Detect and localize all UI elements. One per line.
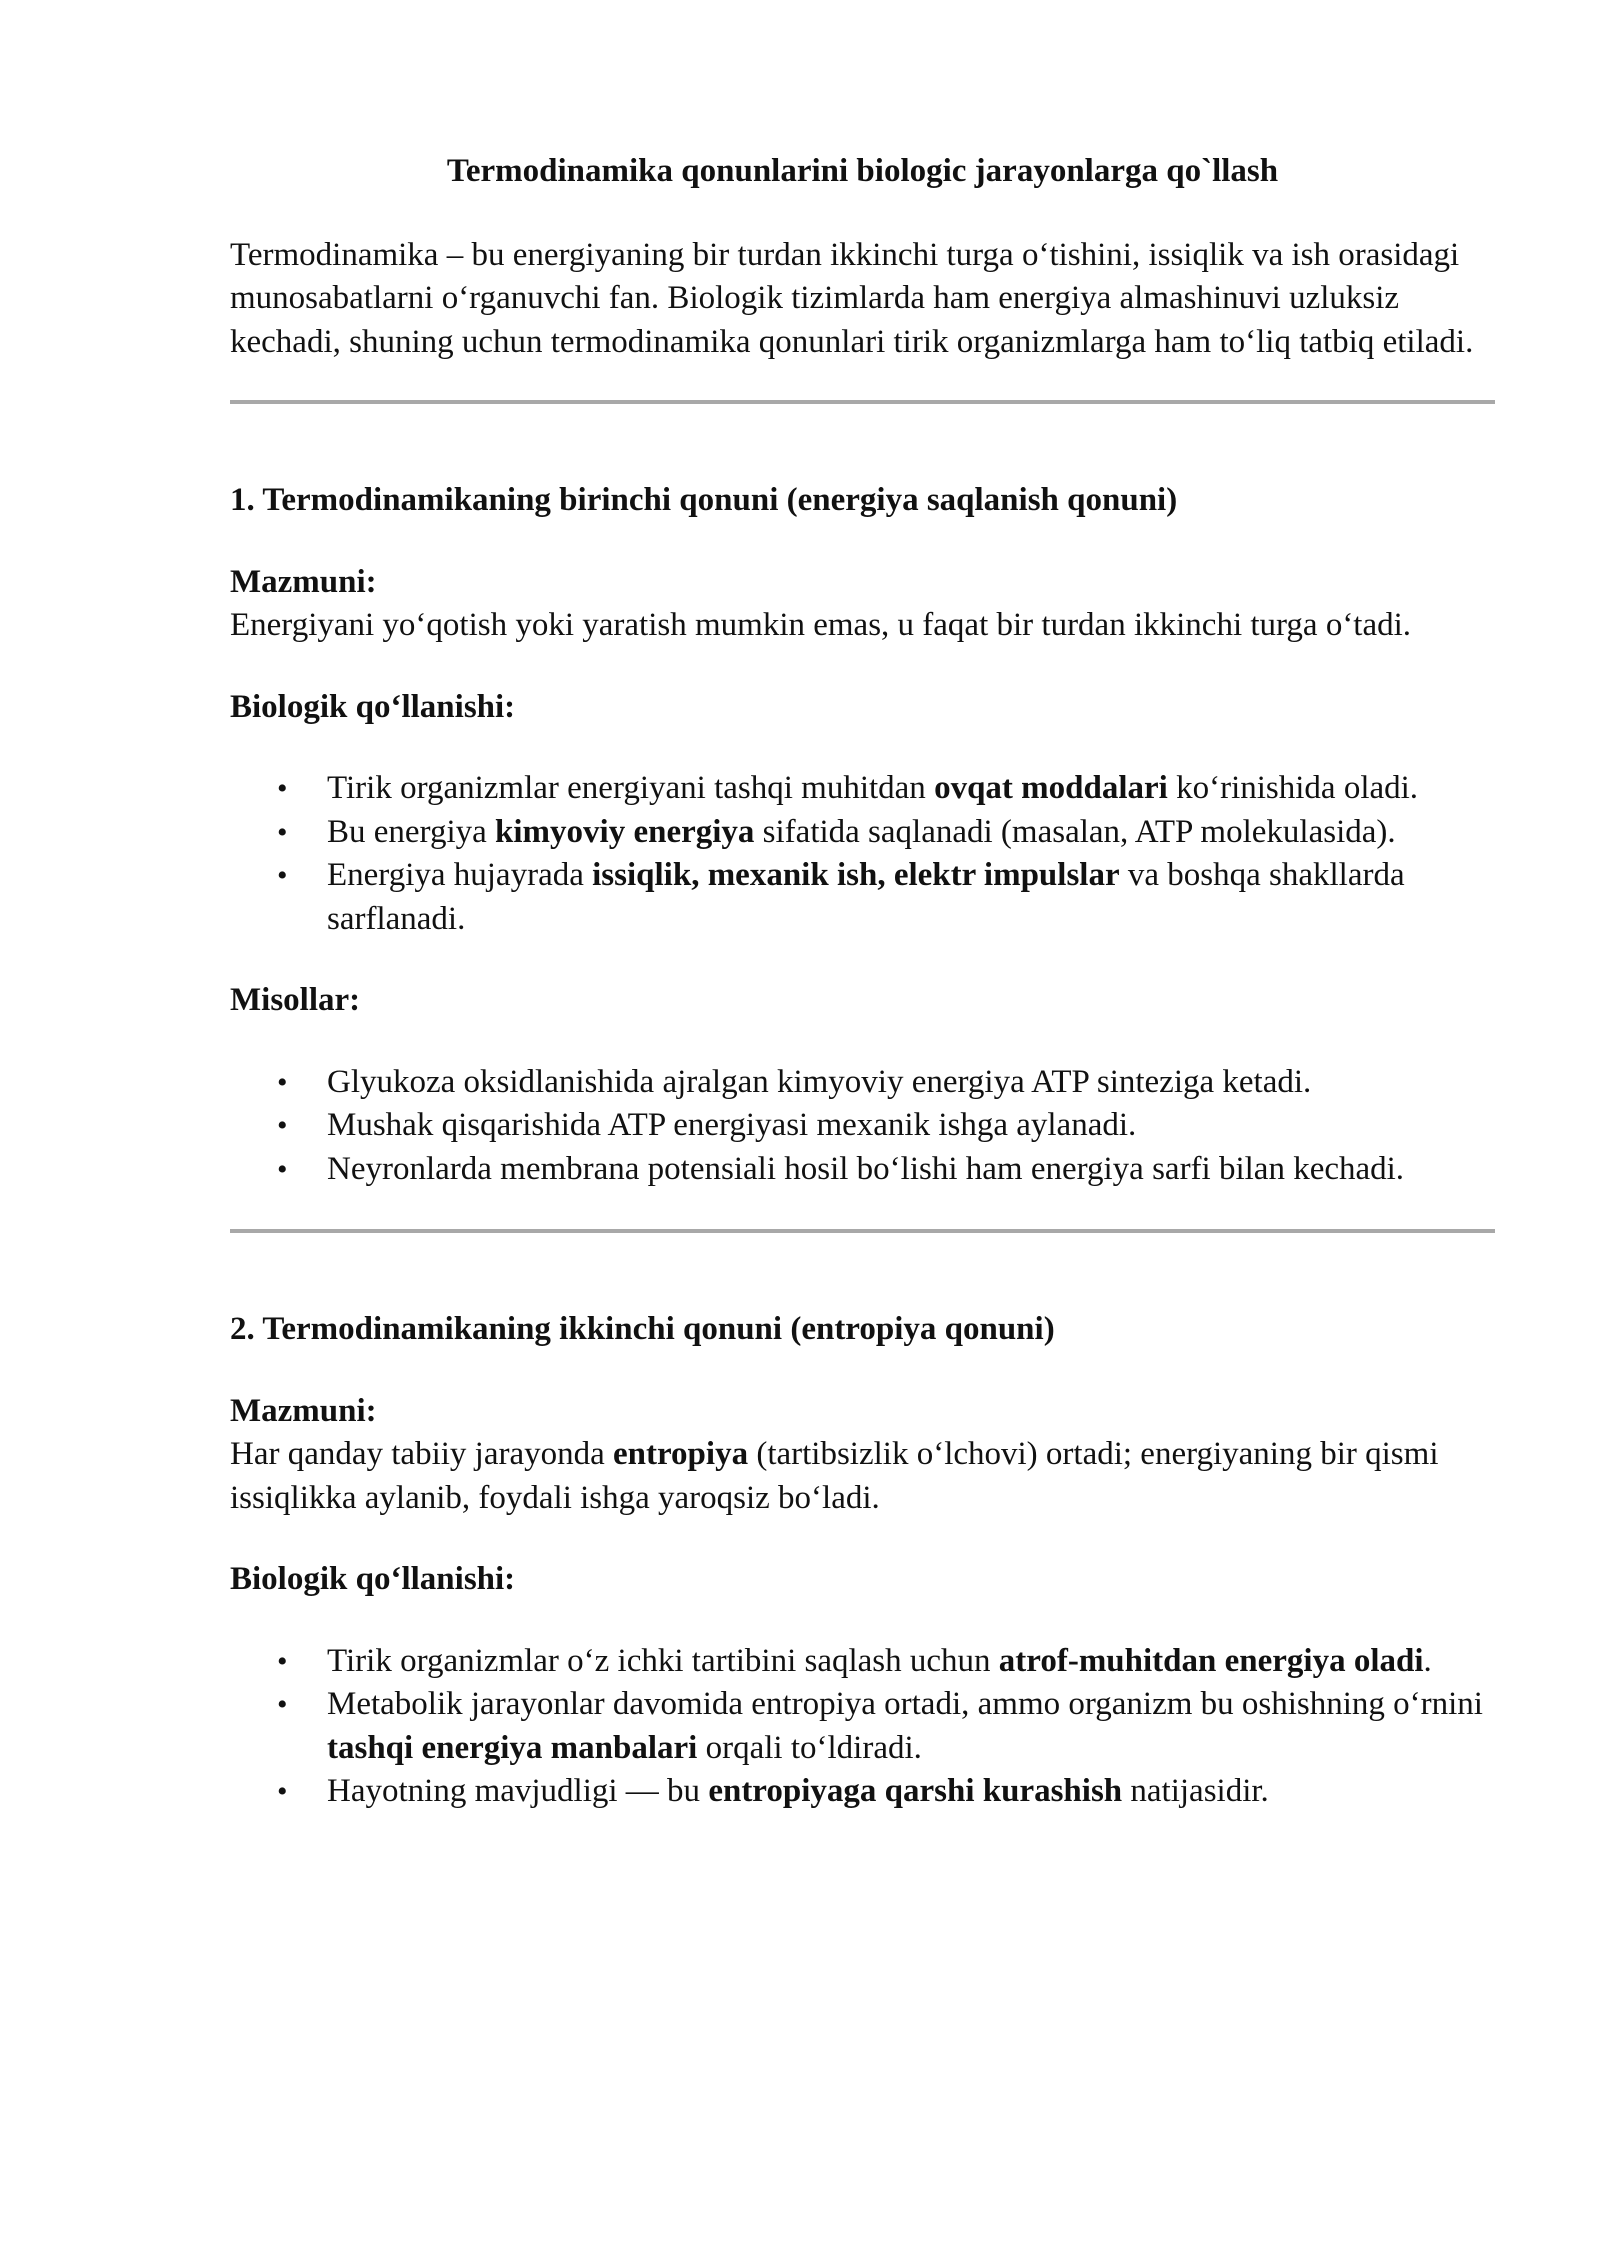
section-2-heading: 2. Termodinamikaning ikkinchi qonuni (entropiya qonuni) bbox=[230, 1311, 1055, 1347]
section-2-application-label: Biologik qo‘llanishi: bbox=[230, 1561, 516, 1597]
meaning-text: Har qanday tabiiy jarayonda bbox=[230, 1436, 614, 1472]
document-title: Termodinamika qonunlarini biologic jarayonlarga qo`llash bbox=[446, 153, 1279, 189]
section-1-meaning-text: Energiyani yo‘qotish yoki yaratish mumkin emas, u faqat bir turdan ikkinchi turga o‘tadi. bbox=[230, 607, 1412, 643]
section-1-examples-label: Misollar: bbox=[230, 982, 361, 1018]
list-item bbox=[327, 854, 1495, 941]
list-item: • Neyronlarda membrana potensiali hosil bo‘lishi ham energiya sarfi bilan kechadi. bbox=[327, 1148, 1495, 1192]
section-1-examples-list bbox=[230, 1061, 1495, 1192]
list-item-text: Tirik organizmlar o‘z ichki tartibini saqlash uchun bbox=[327, 1642, 999, 1679]
list-item-text: sifatida saqlanadi (masalan, ATP molekulasida). bbox=[754, 813, 1396, 850]
section-1-heading: 1. Termodinamikaning birinchi qonuni (energiya saqlanish qonuni) bbox=[230, 482, 1178, 518]
section-divider bbox=[230, 400, 1495, 404]
meaning-text: (tartibsizlik o‘lchovi) ortadi; energiyaning bir qismi issiqlikka aylanib, foydali ishga yaroqsiz bo‘ladi. bbox=[230, 1436, 1439, 1516]
list-item-text: Bu energiya bbox=[327, 813, 496, 850]
list-item-emphasis: entropiyaga qarshi kurashish bbox=[708, 1773, 1123, 1809]
list-item-text: Metabolik jarayonlar davomida entropiya ortadi, ammo organizm bu oshishning o‘rnini bbox=[327, 1686, 1483, 1722]
section-1-meaning-label: Mazmuni: bbox=[230, 563, 377, 600]
list-item: • Mushak qisqarishida ATP energiyasi mexanik ishga aylanadi. bbox=[327, 1104, 1495, 1148]
list-item-text: ko‘rinishida oladi. bbox=[1167, 770, 1419, 806]
list-item-emphasis: ovqat moddalari bbox=[934, 770, 1168, 806]
section-2-application-list bbox=[230, 1640, 1495, 1814]
intro-paragraph: Termodinamika – bu energiyaning bir turdan ikkinchi turga o‘tishini, issiqlik va ish orasidagi munosabatlarni o‘rganuvchi fan. Biologik tizimlarda ham energiya almashinuvi uzluksiz kechadi, shuning uchun termodinamika qonunlari tirik organizmlarga ham to‘liq tatbiq etiladi. bbox=[230, 236, 1474, 360]
list-item bbox=[327, 811, 1495, 855]
list-item bbox=[327, 767, 1495, 811]
list-item: • Glyukoza oksidlanishida ajralgan kimyoviy energiya ATP sinteziga ketadi. bbox=[327, 1061, 1495, 1105]
section-2-meaning-label: Mazmuni: bbox=[230, 1392, 377, 1429]
list-item-text: Tirik organizmlar energiyani tashqi muhitdan bbox=[327, 770, 935, 806]
section-2-meaning-text bbox=[230, 1433, 1495, 1520]
section-1-application-list bbox=[230, 767, 1495, 941]
list-item-text: Energiya hujayrada bbox=[327, 857, 593, 893]
section-divider bbox=[230, 1229, 1495, 1233]
list-item-text: . bbox=[1423, 1642, 1432, 1679]
document-page bbox=[230, 150, 1495, 1814]
list-item-text: orqali to‘ldiradi. bbox=[697, 1729, 922, 1766]
list-item-emphasis: kimyoviy energiya bbox=[495, 813, 755, 850]
list-item-emphasis: tashqi energiya manbalari bbox=[327, 1729, 698, 1766]
list-item bbox=[327, 1683, 1495, 1770]
section-1-application-label: Biologik qo‘llanishi: bbox=[230, 688, 516, 725]
list-item-text: va boshqa shakllarda sarflanadi. bbox=[327, 857, 1405, 937]
list-item-text: natijasidir. bbox=[1122, 1773, 1269, 1809]
meaning-emphasis: entropiya bbox=[613, 1436, 749, 1472]
list-item-emphasis: issiqlik, mexanik ish, elektr impulslar bbox=[592, 857, 1120, 893]
list-item-emphasis: atrof-muhitdan energiya oladi bbox=[998, 1642, 1424, 1679]
list-item-text: Hayotning mavjudligi — bu bbox=[327, 1773, 709, 1809]
list-item bbox=[327, 1770, 1495, 1814]
list-item bbox=[327, 1640, 1495, 1684]
